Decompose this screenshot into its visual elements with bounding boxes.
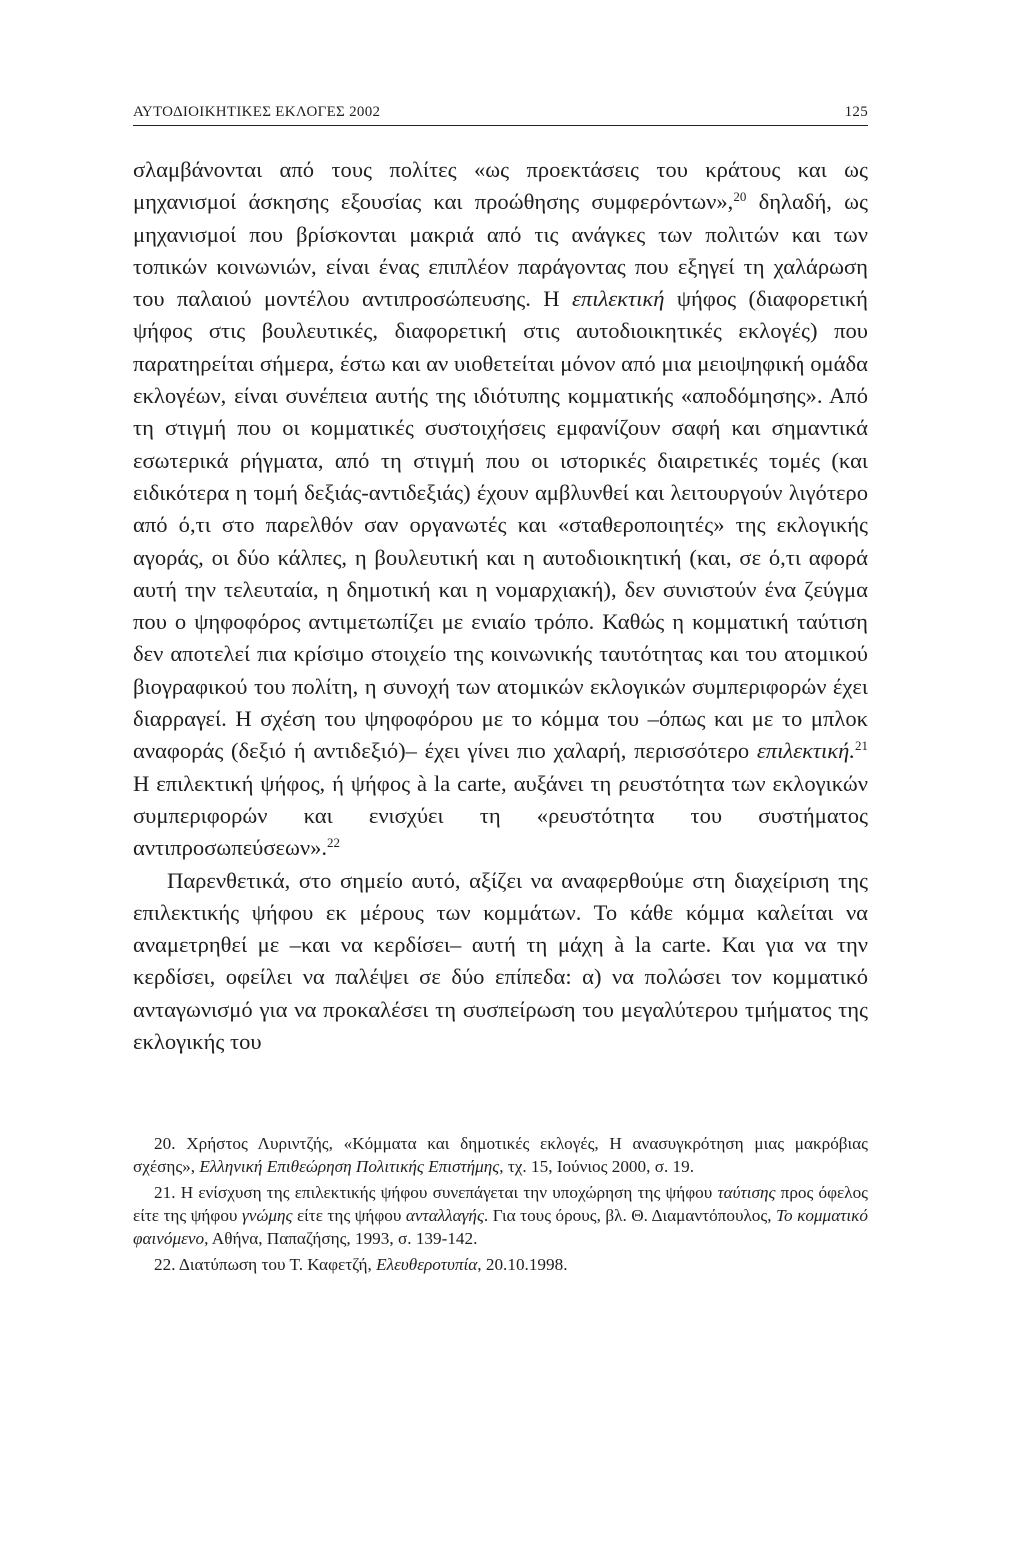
emphasis: γνώμης [241, 1206, 293, 1226]
emphasis: επιλεκτική. [756, 738, 855, 764]
paragraph-1 [133, 154, 868, 865]
page-number: 125 [844, 104, 868, 120]
footnote-22 [133, 1253, 868, 1276]
text-run: 20. Χρήστος Λυριντζής, «Κόμματα και δημοτικές εκλογές, Η ανασυγκρότηση μιας μακρόβιας σχέσης», [133, 1134, 868, 1177]
emphasis: ταύτισης [717, 1183, 776, 1203]
footnote-20 [133, 1132, 868, 1178]
text-run: είτε της ψήφου [292, 1206, 406, 1226]
footnote-ref-22: 22 [327, 835, 341, 851]
text-run: , Αθήνα, Παπαζήσης, 1993, σ. 139-142. [204, 1229, 478, 1249]
text-run: . Για τους όρους, βλ. Θ. Διαμαντόπουλος, [483, 1206, 776, 1226]
footnote-ref-20: 20 [733, 189, 747, 205]
text-run: , 20.10.1998. [477, 1255, 568, 1275]
footnotes [133, 1132, 868, 1276]
text-run: , τχ. 15, Ιούνιος 2000, σ. 19. [499, 1157, 695, 1177]
emphasis: ανταλλαγής [405, 1206, 484, 1226]
footnote-ref-21: 21 [855, 738, 868, 754]
text-run: προς όφελος είτε της ψήφου [133, 1183, 868, 1226]
emphasis: επιλεκτική [571, 286, 665, 312]
paragraph-2: Παρενθετικά, στο σημείο αυτό, αξίζει να αναφερθούμε στη διαχείριση της επιλεκτικής ψήφου εκ μέρους των κομμάτων. Το κάθε κόμμα καλείται να αναμετρηθεί με –και να κερδίσει– αυτή τη μάχη à la carte. Και για να την κερδίσει, οφείλει να παλέψει σε δύο επίπεδα: α) να πολώσει τον κομματικό ανταγωνισμό για να προκαλέσει τη συσπείρωση του μεγαλύτερου τμήματος της εκλογικής του [133, 867, 868, 1055]
main-text [133, 154, 868, 1058]
emphasis: Ελληνική Επιθεώρηση Πολιτικής Επιστήμης [199, 1157, 500, 1177]
text-run: σλαμβάνονται από τους πολίτες «ως προεκτάσεις του κράτους και ως μηχανισμοί άσκησης εξουσίας και προώθησης συμφερόντων», [133, 157, 868, 215]
running-header [133, 104, 868, 126]
text-run: 22. Διατύπωση του Τ. Καφετζή, [154, 1255, 377, 1275]
text-run: Η επιλεκτική ψήφος, ή ψήφος à la carte, αυξάνει τη ρευστότητα των εκλογικών συμπεριφορών και ενισχύει τη «ρευστότητα του συστήματος αντιπροσωπεύσεων». [133, 770, 868, 861]
running-title: ΑΥΤΟΔΙΟΙΚΗΤΙΚΕΣ ΕΚΛΟΓΕΣ 2002 [133, 104, 381, 120]
footnote-21 [133, 1181, 868, 1250]
text-run: ψήφος (διαφορετική ψήφος στις βουλευτικές, διαφορετική στις αυτοδιοικητικές εκλογές) που παρατηρείται σήμερα, έστω και αν υιοθετείται μόνον από μια μειοψηφική ομάδα εκλογέων, είναι συνέπεια αυτής της ιδιότυπης κομματικής «αποδόμησης». Από τη στιγμή που οι κομματικές συστοιχήσεις εμφανίζουν σαφή και σημαντικά εσωτερικά ρήγματα, από τη στιγμή που οι ιστορικές διαιρετικές τομές (και ειδικότερα η τομή δεξιάς-αντιδεξιάς) έχουν αμβλυνθεί και λειτουργούν λιγότερο από ό,τι στο παρελθόν σαν οργανωτές και «σταθεροποιητές» της εκλογικής αγοράς, οι δύο κάλπες, η βουλευτική και η αυτοδιοικητική (και, σε ό,τι αφορά αυτή την τελευταία, η δημοτική και η νομαρχιακή), δεν συνιστούν ένα ζεύγμα που ο ψηφοφόρος αντιμετωπίζει με ενιαίο τρόπο. Καθώς η κομματική ταύτιση δεν αποτελεί πια κρίσιμο στοιχείο της κοινωνικής ταυτότητας και του ατομικού βιογραφικού του πολίτη, η συνοχή των ατομικών εκλογικών συμπεριφορών έχει διαρραγεί. Η σχέση του ψηφοφόρου με το κόμμα του –όπως και με το μπλοκ αναφοράς (δεξιό ή αντιδεξιό)– έχει γίνει πιο χαλαρή, περισσότερο [133, 286, 869, 764]
text-run: 21. Η ενίσχυση της επιλεκτικής ψήφου συνεπάγεται την υποχώρηση της ψήφου [154, 1183, 718, 1203]
emphasis: Ελευθεροτυπία [376, 1255, 478, 1275]
book-page [133, 104, 868, 1279]
text-run: δηλαδή, ως μηχανισμοί που βρίσκονται μακριά από τις ανάγκες των πολιτών και των τοπικών κοινωνιών, είναι ένας επιπλέον παράγοντας που εξηγεί τη χαλάρωση του παλαιού μοντέλου αντιπροσώπευσης. Η [133, 189, 868, 312]
emphasis: Το κομματικό φαινόμενο [133, 1206, 868, 1249]
